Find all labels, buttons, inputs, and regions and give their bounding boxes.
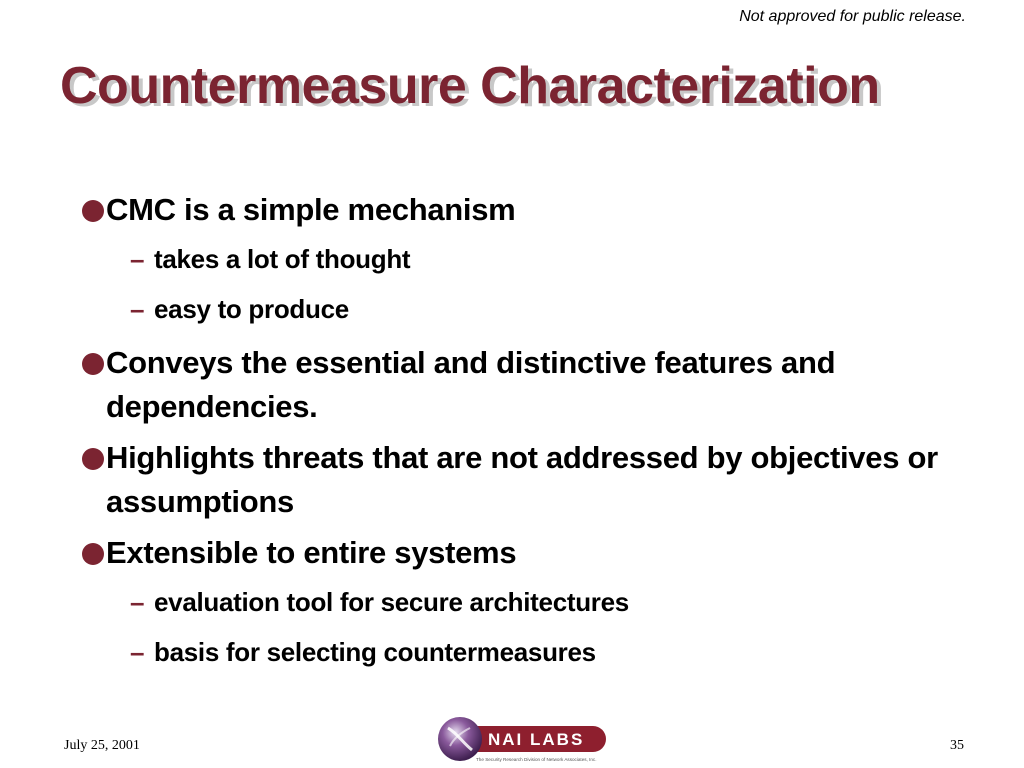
sub-text: takes a lot of thought [154, 244, 411, 274]
sub-item [130, 627, 958, 677]
sub-item [130, 577, 958, 627]
sub-text: easy to produce [154, 294, 349, 324]
bullet-text: Conveys the essential and distinctive features and dependencies. [106, 345, 836, 424]
sub-list [130, 577, 958, 677]
bullet-item [78, 531, 958, 575]
bullet-item [78, 436, 958, 524]
sub-list [130, 234, 958, 334]
bullet-dot-icon [82, 448, 104, 470]
footer-date: July 25, 2001 [64, 738, 140, 753]
bullet-list [78, 188, 958, 677]
nai-labs-logo [436, 712, 608, 764]
sub-item [130, 284, 958, 334]
dash-icon: – [130, 244, 145, 274]
slide-title: Countermeasure Characterization [60, 57, 880, 115]
bullet-item [78, 188, 958, 232]
sub-text: evaluation tool for secure architectures [154, 587, 629, 617]
page-number: 35 [950, 738, 964, 753]
bullet-dot-icon [82, 353, 104, 375]
sub-text: basis for selecting countermeasures [154, 637, 596, 667]
bullet-text: CMC is a simple mechanism [106, 192, 516, 227]
bullet-dot-icon [82, 543, 104, 565]
logo-tagline: The Security Research Division of Network Associates, Inc. [476, 757, 597, 762]
dash-icon: – [130, 587, 145, 617]
dash-icon: – [130, 294, 145, 324]
bullet-dot-icon [82, 200, 104, 222]
dash-icon: – [130, 637, 145, 667]
sub-item [130, 234, 958, 284]
bullet-text: Highlights threats that are not addressed by objectives or assumptions [106, 440, 938, 519]
bullet-text: Extensible to entire systems [106, 535, 517, 570]
logo-wordmark: NAI LABS [488, 730, 585, 749]
release-notice: Not approved for public release. [739, 8, 966, 25]
bullet-item [78, 341, 958, 429]
